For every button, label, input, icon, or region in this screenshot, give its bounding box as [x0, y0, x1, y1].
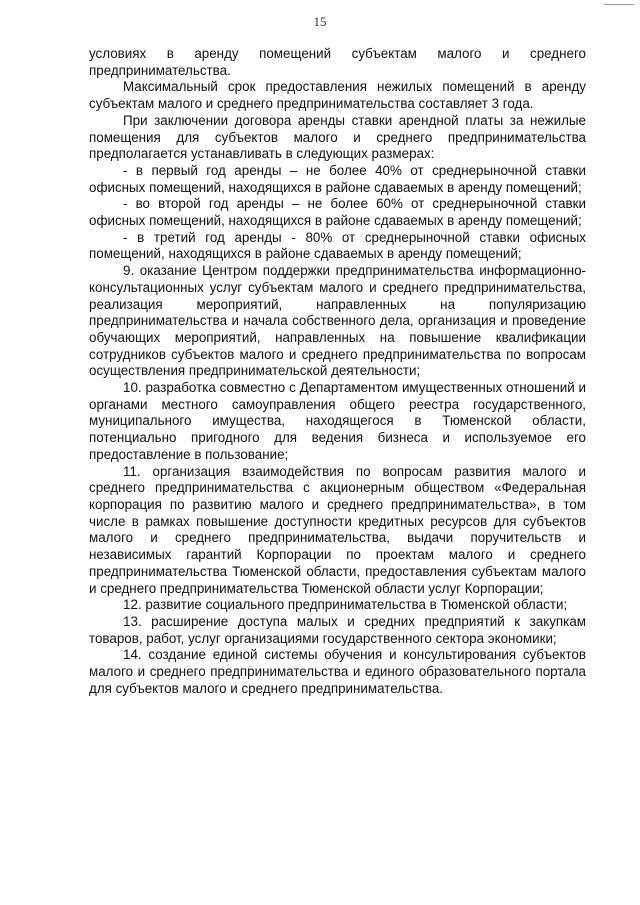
list-item-first-year: - в первый год аренды – не более 40% от среднерыночной ставки офисных помещений, находящихся в районе сдаваемых в аренду помещений;	[89, 162, 586, 195]
list-item-11: 11. организация взаимодействия по вопросам развития малого и среднего предпринимательства с акционерным обществом «Федеральная корпорация по развитию малого и среднего предпринимательства», в том числе в рамках повышение доступности кредитных ресурсов для субъектов малого и среднего предпринимательства, выдачи поручительств и независимых гарантий Корпорации по проектам малого и среднего предпринимательства Тюменской области, предоставления субъектам малого и среднего предпринимательства Тюменской области услуг Корпорации;	[89, 463, 586, 596]
list-item-second-year: - во второй год аренды – не более 60% от среднерыночной ставки офисных помещений, находящихся в районе сдаваемых в аренду помещений;	[89, 196, 586, 229]
paragraph-rent-rates: При заключении договора аренды ставки арендной платы за нежилые помещения для субъектов малого и среднего предпринимательства предполагается устанавливать в следующих размерах:	[89, 112, 586, 162]
list-item-14: 14. создание единой системы обучения и консультирования субъектов малого и среднего предпринимательства и единого образовательного портала для субъектов малого и среднего предпринимательства.	[89, 647, 586, 696]
list-item-third-year: - в третий год аренды - 80% от среднерыночной ставки офисных помещений, находящихся в районе сдаваемых в аренду помещений;	[89, 229, 586, 262]
list-item-13: 13. расширение доступа малых и средних предприятий к закупкам товаров, работ, услуг организациями государственного сектора экономики;	[89, 613, 586, 646]
list-item-12: 12. развитие социального предпринимательства в Тюменской области;	[123, 597, 568, 613]
scan-edge-mark	[604, 4, 634, 5]
list-item-9: 9. оказание Центром поддержки предпринимательства информационно-консультационных услуг субъектам малого и среднего предпринимательства, реализация мероприятий, направленных на популяризацию предпринимательства и начала собственного дела, организация и проведение обучающих мероприятий, направленных на повышение квалификации сотрудников субъектов малого и среднего предпринимательства по вопросам осуществления предпринимательской деятельности;	[89, 263, 586, 379]
page-number: 15	[313, 14, 327, 29]
list-item-10: 10. разработка совместно с Департаментом имущественных отношений и органами местного самоуправления общего реестра государственного, муниципального имущества, находящегося в Тюменской области, потенциально пригодного для ведения бизнеса и используемое его предоставление в пользование;	[89, 380, 586, 462]
paragraph-max-term: Максимальный срок предоставления нежилых помещений в аренду субъектам малого и среднего предпринимательства составляет 3 года.	[89, 79, 586, 112]
document-body	[89, 46, 586, 697]
paragraph-continuation: условиях в аренду помещений субъектам малого и среднего предпринимательства.	[89, 46, 586, 78]
